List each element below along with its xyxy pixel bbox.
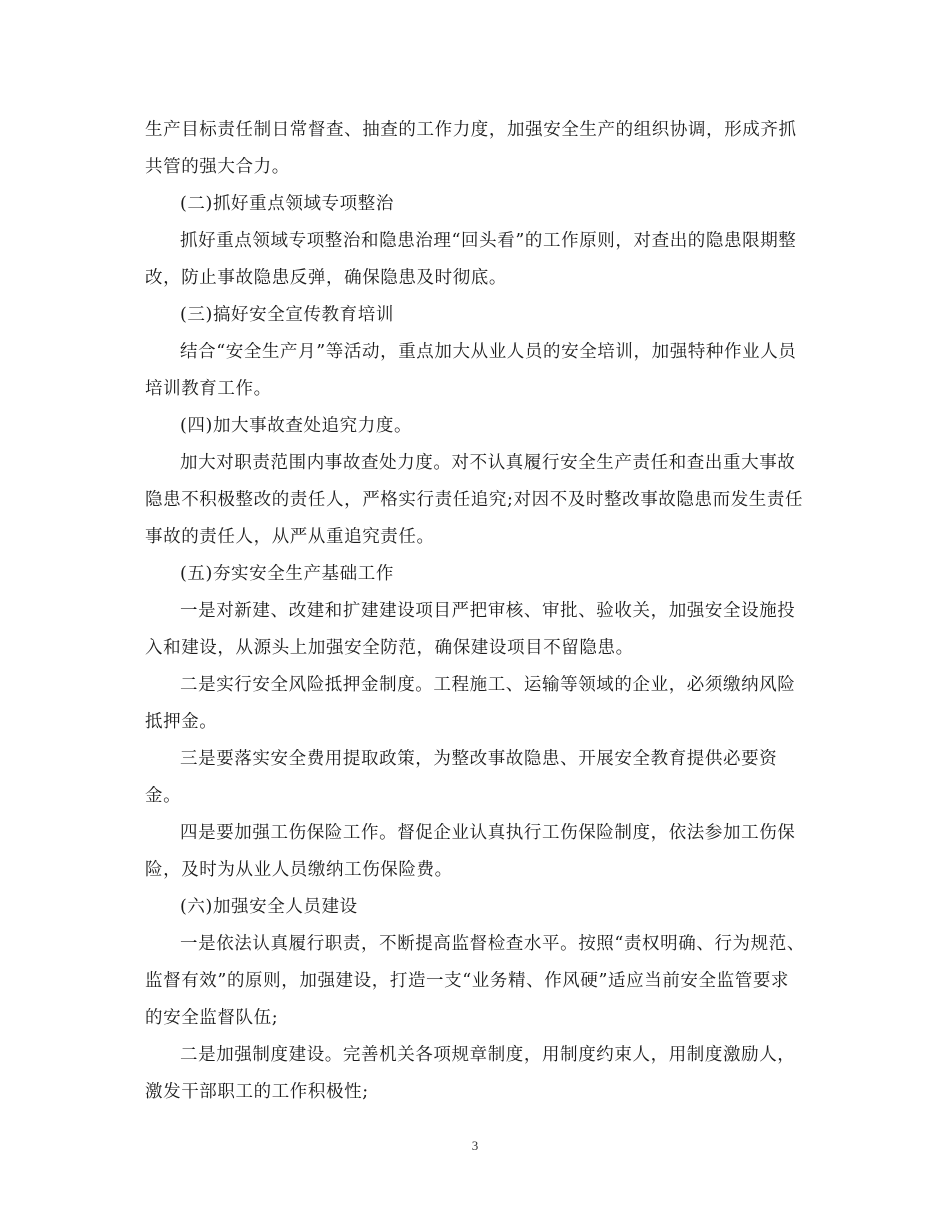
paragraph-section-5-item-4: 四是要加强工伤保险工作。督促企业认真执行工伤保险制度，依法参加工伤保险，及时为从业人员缴纳工伤保险费。: [145, 823, 796, 880]
section-heading-2: (二)抓好重点领域专项整治: [180, 194, 394, 214]
paragraph-section-6-item-1: 一是依法认真履行职责，不断提高监督检查水平。按照“责权明确、行为规范、监督有效”的原则，加强建设，打造一支“业务精、作风硬”适应当前安全监管要求的安全监督队伍;: [145, 934, 805, 1028]
paragraph-section-5-item-3: 三是要落实安全费用提取政策，为整改事故隐患、开展安全教育提供必要资金。: [145, 749, 778, 806]
paragraph-section-2: 抓好重点领域专项整治和隐患治理“回头看”的工作原则，对查出的隐患限期整改，防止事故隐患反弹，确保隐患及时彻底。: [145, 231, 797, 288]
section-heading-4: (四)加大事故查处追究力度。: [180, 416, 413, 436]
paragraph-section-5-item-1: 一是对新建、改建和扩建建设项目严把审核、审批、验收关，加强安全设施投入和建设，从源头上加强安全防范，确保建设项目不留隐患。: [145, 601, 796, 658]
section-heading-6: (六)加强安全人员建设: [180, 897, 358, 917]
document-body: [145, 112, 807, 1111]
paragraph-intro-continued: 生产目标责任制日常督查、抽查的工作力度，加强安全生产的组织协调，形成齐抓共管的强大合力。: [145, 120, 797, 177]
paragraph-section-4: 加大对职责范围内事故查处力度。对不认真履行安全生产责任和查出重大事故隐患不积极整改的责任人，严格实行责任追究;对因不及时整改事故隐患而发生责任事故的责任人，从严从重追究责任。: [145, 453, 804, 547]
section-heading-3: (三)搞好安全宣传教育培训: [180, 305, 394, 325]
page-number: 3: [471, 1138, 479, 1153]
paragraph-section-3: 结合“安全生产月”等活动，重点加大从业人员的安全培训，加强特种作业人员培训教育工作。: [145, 342, 797, 399]
paragraph-section-5-item-2: 二是实行安全风险抵押金制度。工程施工、运输等领域的企业，必须缴纳风险抵押金。: [145, 675, 796, 732]
section-heading-5: (五)夯实安全生产基础工作: [180, 564, 394, 584]
paragraph-section-6-item-2: 二是加强制度建设。完善机关各项规章制度，用制度约束人，用制度激励人，激发干部职工的工作积极性;: [145, 1045, 796, 1102]
